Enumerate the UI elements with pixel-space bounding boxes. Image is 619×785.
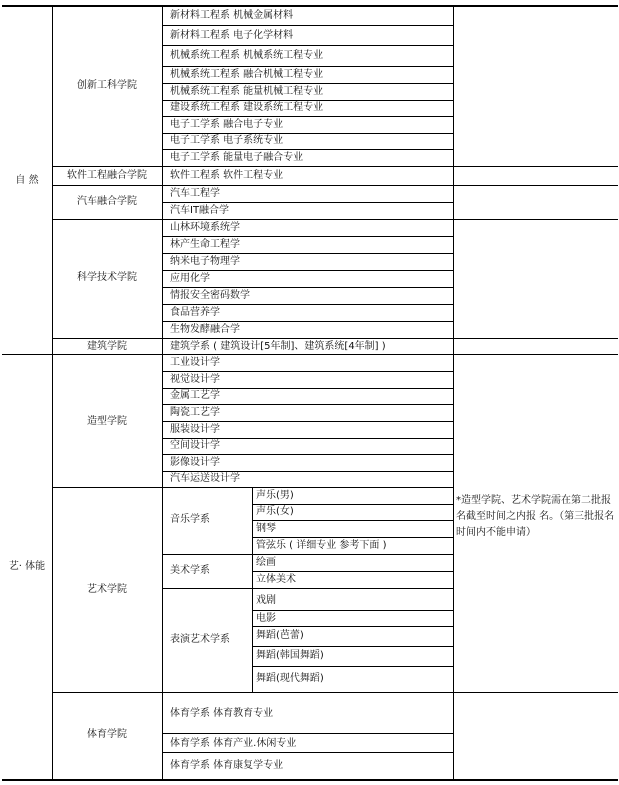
row-divider	[252, 504, 453, 505]
row-divider	[52, 185, 618, 186]
row-divider	[162, 421, 453, 422]
major-cell: 绘画	[256, 557, 276, 568]
row-divider	[162, 404, 453, 405]
major-cell: 建筑学系 ( 建筑设计[5年制]、建筑系统[4年制] )	[170, 341, 386, 352]
row-divider	[162, 304, 453, 305]
major-cell: 立体美术	[256, 574, 296, 585]
major-cell: 电子工学系 能量电子融合专业	[170, 152, 304, 163]
major-cell: 食品营养学	[170, 307, 220, 318]
row-divider	[162, 253, 453, 254]
major-cell: 体育学系 体育教育专业	[170, 708, 274, 719]
application-deadline-note: *造型学院、艺术学院需在第二批报名截至时间之内报 名。（第三批报名时间内不能申请）	[456, 495, 615, 538]
major-cell: 舞蹈(芭蕾)	[256, 630, 304, 641]
table-top-border	[2, 5, 618, 7]
major-cell: 软件工程系 软件工程专业	[170, 170, 284, 181]
row-divider	[252, 610, 453, 611]
row-divider	[162, 100, 453, 101]
major-cell: 工业设计学	[170, 357, 220, 368]
major-cell: 体育学系 体育康复学专业	[170, 760, 284, 771]
row-divider	[252, 520, 453, 521]
row-divider	[162, 438, 453, 439]
row-divider	[162, 321, 453, 322]
row-divider	[162, 149, 453, 150]
major-cell: 林产生命工程学	[170, 239, 240, 250]
row-divider	[162, 733, 453, 734]
row-divider	[252, 571, 453, 572]
row-divider	[162, 554, 453, 555]
column-divider	[252, 487, 253, 692]
table-bottom-border	[2, 779, 618, 781]
college-innovation-engineering: 创新工科学院	[77, 80, 137, 91]
college-science-technology: 科学技术学院	[77, 272, 137, 283]
row-divider	[162, 454, 453, 455]
row-divider	[162, 66, 453, 67]
college-physical-education: 体育学院	[87, 729, 127, 740]
row-divider	[162, 116, 453, 117]
major-cell: 机械系统工程系 能量机械工程专业	[170, 86, 324, 97]
row-divider	[252, 537, 453, 538]
college-architecture: 建筑学院	[87, 341, 127, 352]
college-design: 造型学院	[87, 416, 127, 427]
major-cell: 管弦乐 ( 详细专业 参考下面 )	[256, 540, 387, 551]
column-divider	[162, 5, 163, 780]
major-cell: 电影	[256, 613, 276, 624]
row-divider	[162, 202, 453, 203]
major-cell: 服装设计学	[170, 424, 220, 435]
row-divider	[162, 588, 453, 589]
row-divider	[162, 236, 453, 237]
major-cell: 钢琴	[256, 523, 276, 534]
row-divider	[162, 270, 453, 271]
row-divider	[52, 166, 618, 167]
dept-fine-arts: 美术学系	[170, 565, 210, 576]
major-cell: 机械系统工程系 机械系统工程专业	[170, 50, 324, 61]
row-divider	[162, 133, 453, 134]
major-cell: 体育学系 体育产业.休闲专业	[170, 738, 297, 749]
major-cell: 应用化学	[170, 273, 210, 284]
major-cell: 视觉设计学	[170, 374, 220, 385]
major-cell: 电子工学系 电子系统专业	[170, 135, 284, 146]
major-cell: 情报安全密码数学	[170, 290, 250, 301]
major-cell: 电子工学系 融合电子专业	[170, 119, 284, 130]
group-natural: 自 然	[15, 175, 39, 186]
row-divider	[252, 666, 453, 667]
college-arts: 艺术学院	[87, 584, 127, 595]
dept-performing-arts: 表演艺术学系	[170, 634, 230, 645]
row-divider	[162, 45, 453, 46]
major-cell: 建设系统工程系 建设系统工程专业	[170, 102, 324, 113]
major-cell: 声乐(男)	[256, 490, 294, 501]
major-cell: 空间设计学	[170, 440, 220, 451]
major-cell: 声乐(女)	[256, 506, 294, 517]
major-cell: 戏剧	[256, 595, 276, 606]
major-cell: 汽车工程学	[170, 188, 220, 199]
major-cell: 新材料工程系 电子化学材料	[170, 30, 294, 41]
row-divider	[162, 83, 453, 84]
row-divider	[52, 692, 618, 693]
major-cell: 影像设计学	[170, 457, 220, 468]
row-divider	[52, 338, 618, 339]
major-cell: 汽车IT融合学	[170, 205, 230, 216]
major-cell: 机械系统工程系 融合机械工程专业	[170, 69, 324, 80]
row-divider	[162, 388, 453, 389]
major-cell: 陶瓷工艺学	[170, 407, 220, 418]
college-automotive-convergence: 汽车融合学院	[77, 196, 137, 207]
section-divider	[2, 354, 618, 355]
column-divider	[453, 5, 454, 780]
row-divider	[252, 646, 453, 647]
major-cell: 舞蹈(韩国舞蹈)	[256, 650, 324, 661]
dept-music: 音乐学系	[170, 514, 210, 525]
column-divider	[52, 5, 53, 780]
row-divider	[162, 471, 453, 472]
row-divider	[162, 287, 453, 288]
group-arts-sports: 艺· 体能	[8, 561, 46, 572]
college-software-convergence: 软件工程融合学院	[67, 170, 147, 181]
row-divider	[162, 752, 453, 753]
major-cell: 汽车运送设计学	[170, 473, 240, 484]
major-cell: 舞蹈(现代舞蹈)	[256, 673, 324, 684]
major-cell: 纳米电子物理学	[170, 256, 240, 267]
row-divider	[252, 626, 453, 627]
row-divider	[52, 219, 618, 220]
major-cell: 新材料工程系 机械金属材料	[170, 10, 294, 21]
major-cell: 山林环境系统学	[170, 222, 240, 233]
major-cell: 生物发酵融合学	[170, 324, 240, 335]
major-cell: 金属工艺学	[170, 390, 220, 401]
row-divider	[162, 371, 453, 372]
row-divider	[162, 25, 453, 26]
